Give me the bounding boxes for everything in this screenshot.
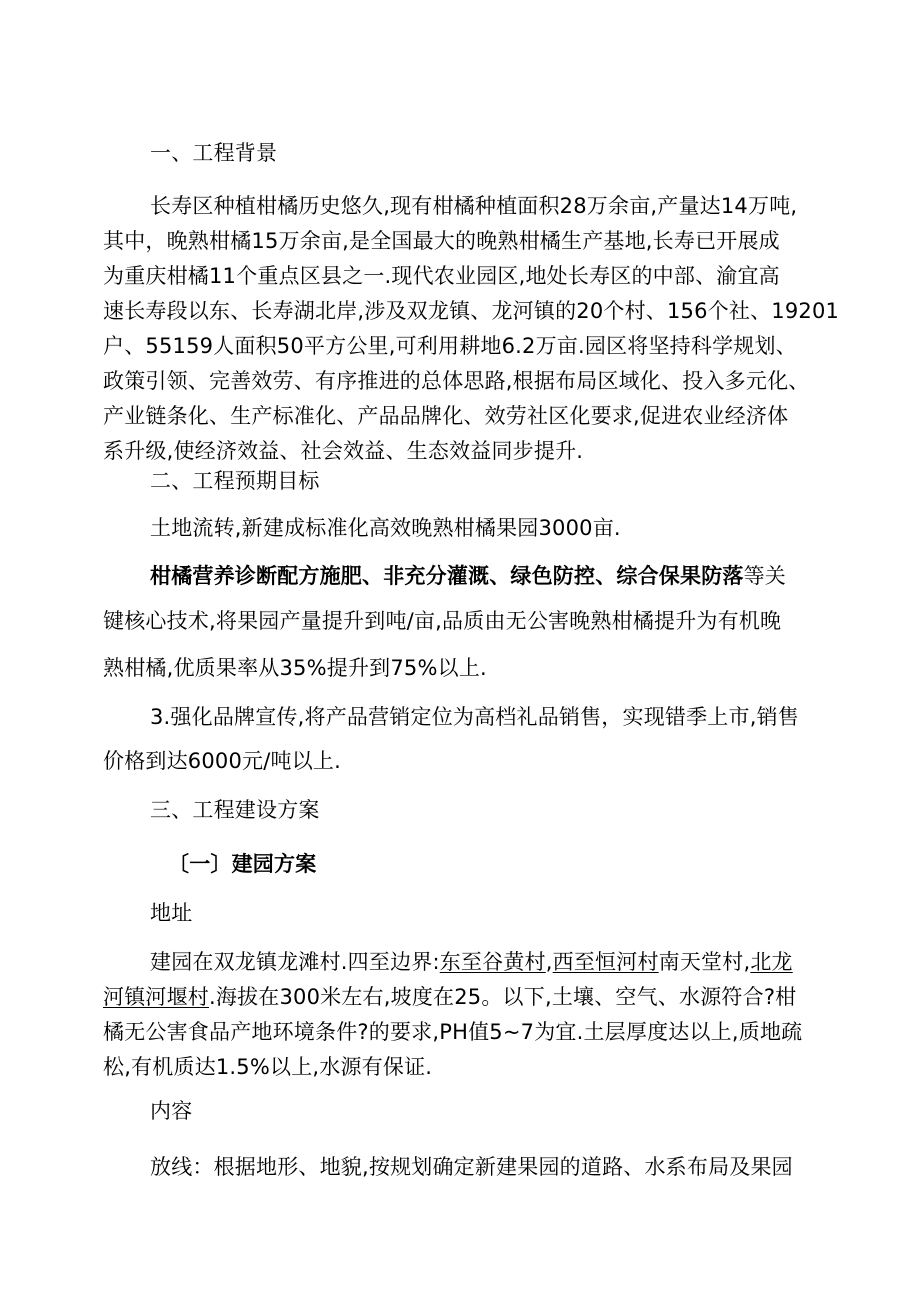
address-text: .海拔在300米左右,坡度在25。以下,土壤、空气、水源符合?柑 — [209, 985, 797, 1009]
goal-line: 价格到达6000元/吨以上. — [103, 749, 341, 773]
goal-line: 土地流转,新建成标准化高效晚熟柑橘果园3000亩. — [150, 516, 621, 540]
content-label: 内容 — [150, 1099, 193, 1123]
address-text: 南天堂村, — [658, 950, 751, 974]
content-line: 放线：根据地形、地貌,按规划确定新建果园的道路、水系布局及果园 — [150, 1155, 793, 1179]
paragraph-line: 户、55159人面积50平方公里,可利用耕地6.2万亩.园区将坚持科学规划、 — [103, 334, 797, 358]
paragraph-line: 长寿区种植柑橘历史悠久,现有柑橘种植面积28万余亩,产量达14万吨, — [150, 194, 798, 218]
paragraph-line: 为重庆柑橘11个重点区县之一.现代农业园区,地处长寿区的中部、渝宜高 — [103, 264, 780, 288]
address-line — [103, 984, 796, 1011]
key-technologies: 柑橘营养诊断配方施肥、非充分灌溉、绿色防控、综合保果防落 — [150, 564, 744, 588]
east-boundary: 东至谷黄村 — [439, 950, 546, 974]
goal-line — [150, 563, 786, 590]
paragraph-line: 政策引领、完善效劳、有序推进的总体思路,根据布局区域化、投入多元化、 — [103, 369, 810, 393]
address-line: 橘无公害食品产地环境条件?的要求,PH值5~7为宜.土层厚度达以上,质地疏 — [103, 1020, 803, 1044]
paragraph-line: 系升级,使经济效益、社会效益、生态效益同步提升. — [103, 439, 584, 463]
north-boundary: 北龙 — [750, 950, 793, 974]
goal-line: 3.强化品牌宣传,将产品营销定位为高档礼品销售，实现错季上市,销售 — [150, 705, 799, 729]
goal-line: 熟柑橘,优质果率从35%提升到75%以上. — [103, 656, 487, 680]
address-text: , — [545, 950, 553, 974]
section1-heading: 一、工程背景 — [150, 141, 278, 165]
section3-heading: 三、工程建设方案 — [150, 798, 320, 822]
goal-text: 等关 — [743, 564, 787, 588]
section2-heading: 二、工程预期目标 — [150, 469, 320, 493]
paragraph-line: 产业链条化、生产标准化、产品品牌化、效劳社区化要求,促进农业经济体 — [103, 404, 789, 428]
subsection-heading: 〔一〕建园方案 — [168, 852, 317, 876]
paragraph-line: 其中，晚熟柑橘15万余亩,是全国最大的晚熟柑橘生产基地,长寿已开展成 — [103, 229, 780, 253]
west-boundary: 西至恒河村 — [552, 950, 659, 974]
north-boundary: 河镇河堰村 — [103, 985, 209, 1009]
paragraph-line: 速长寿段以东、长寿湖北岸,涉及双龙镇、龙河镇的20个村、156个社、19201 — [103, 299, 840, 323]
address-line: 松,有机质达1.5%以上,水源有保证. — [103, 1055, 433, 1079]
address-text: 建园在双龙镇龙滩村.四至边界: — [150, 950, 440, 974]
goal-line: 键核心技术,将果园产量提升到吨/亩,品质由无公害晚熟柑橘提升为有机晚 — [103, 609, 782, 633]
address-line — [150, 949, 793, 976]
address-label: 地址 — [150, 901, 193, 925]
